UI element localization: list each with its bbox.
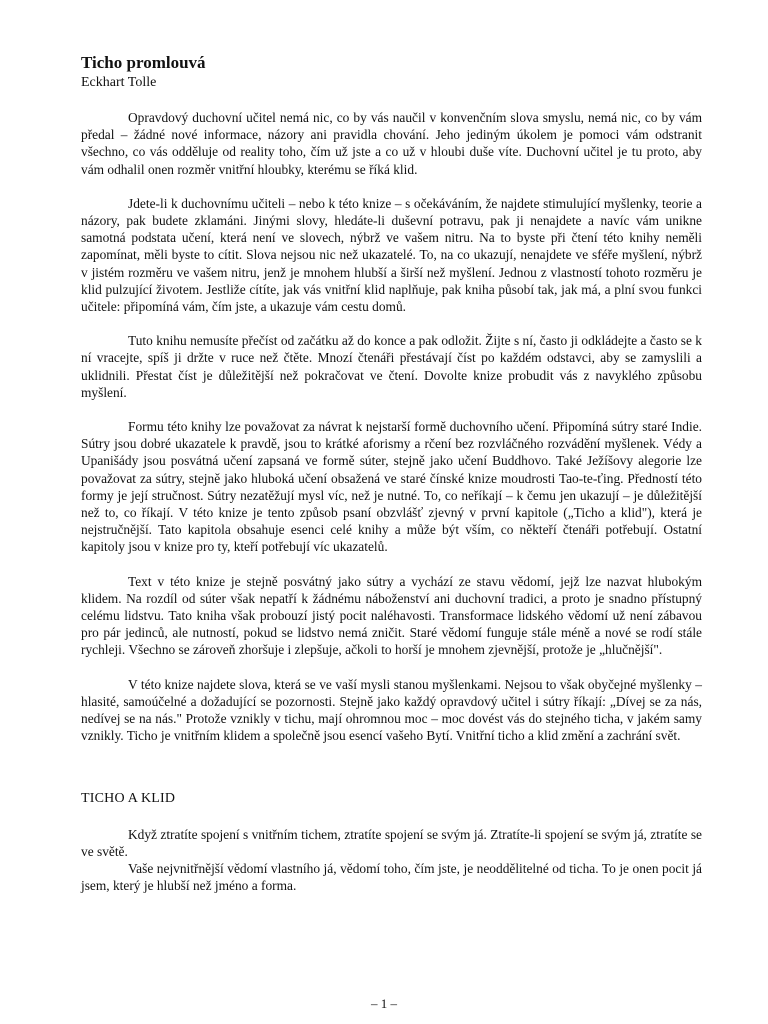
document-author: Eckhart Tolle (81, 75, 157, 90)
paragraph: Tuto knihu nemusíte přečíst od začátku až do konce a pak odložit. Žijte s ní, často ji odkládejte a často se k ní vracejte, spíš ji držte v ruce než čtěte. Mnozí čtenáři přestávají číst po každém odstavci, aby se zamyslili a uklidnili. Přestat číst je důležitější než pokračovat ve čtení. Dovolte knize probudit vás z navyklého způsobu myšlení. (81, 333, 702, 400)
paragraph: Text v této knize je stejně posvátný jako sútry a vychází ze stavu vědomí, jejž lze nazvat hlubokým klidem. Na rozdíl od súter však nepatří k žádnému náboženství ani duchovní tradici, a proto je snadno přístupný celému lidstvu. Tato kniha však probouzí jistý pocit naléhavosti. Transformace lidského vědomí už není zábavou pro pár jedinců, ale nutností, pokud se lidstvo nemá zničit. Staré vědomí funguje stále méně a nové se rodí stále rychleji. Všechno se zároveň zhoršuje i zlepšuje, ačkoli to horší je mnohem zjevnější, protože je „hlučnější". (81, 573, 702, 658)
paragraph: Formu této knihy lze považovat za návrat k nejstarší formě duchovního učení. Připomíná sútry staré Indie. Sútry jsou dobré ukazatele k pravdě, jsou to krátké aforismy a rčení bez rozvláčného rozvádění myšlenek. Védy a Upanišády jsou posvátná učení zapsaná ve formě súter, stejně jako učení Buddhovo. Také Ježíšovy alegorie lze považovat za sútry, stejně jako hluboká učení obsažená ve staré čínské knize moudrosti Tao-te-ťing. Předností této formy je její stručnost. Sútry nezatěžují mysl víc, než je nutné. To, co neříkají – k čemu jen ukazují – je důležitější než to, co říkají. V této knize je tento způsob psaní obzvlášť zjevný v první kapitole („Ticho a klid"), která je nejstručnější. Tato kapitola obsahuje esenci celé knihy a může být vším, co někteří čtenáři potřebují. Ostatní kapitoly jsou v knize pro ty, kteří potřebují víc ukazatelů. (81, 419, 702, 555)
section-paragraph: Když ztratíte spojení s vnitřním tichem, ztratíte spojení se svým já. Ztratíte-li spojení se svým já, ztratíte se ve světě. (81, 826, 702, 859)
document-title: Ticho promlouvá (81, 53, 206, 72)
page-number: – 1 – (371, 996, 397, 1011)
paragraph: Opravdový duchovní učitel nemá nic, co by vás naučil v konvenčním slova smyslu, nemá nic, co by vám předal – žádné nové informace, názory ani pravidla chování. Jeho jediným úkolem je pomoci vám odstranit všechno, co vás odděluje od reality toho, čím už jste a co už v hloubi duše víte. Duchovní učitel je tu proto, aby vám odhalil onen rozměr vnitřní hloubky, kterému se říká klid. (81, 110, 702, 177)
section-heading: TICHO A KLID (81, 790, 176, 806)
section-paragraph: Vaše nejvnitřnější vědomí vlastního já, vědomí toho, čím jste, je neoddělitelné od ticha. To je onen pocit já jsem, který je hlubší než jméno a forma. (81, 860, 702, 894)
paragraph: V této knize najdete slova, která se ve vaší mysli stanou myšlenkami. Nejsou to však obyčejné myšlenky – hlasité, samoúčelné a dožadující se pozornosti. Stejně jako každý opravdový učitel i sútry říkají: „Dívej se za nás, nedívej se na nás." Protože vznikly v tichu, mají ohromnou moc – moc dovést vás do stejného ticha, v jakém samy vznikly. Ticho je vnitřním klidem a společně jsou esencí vašeho Bytí. Vnitřní ticho a klid změní a zachrání svět. (81, 676, 702, 744)
document-page (81, 52, 702, 894)
paragraph: Jdete-li k duchovnímu učiteli – nebo k této knize – s očekáváním, že najdete stimulující myšlenky, teorie a názory, pak budete zklamáni. Jinými slovy, hledáte-li duševní potravu, pak ji nenajdete a navíc vám unikne samotná podstata učení, která není ve slovech, nýbrž ve vašem nitru. Na to byste při čtení této knihy neměli zapomínat, měli byste to cítit. Slova nejsou nic než ukazatelé. To, na co ukazují, nenajdete ve sféře myšlení, nýbrž v jistém rozměru ve vašem nitru, jenž je mnohem hlubší a širší než myšlení. Jednou z vlastností tohoto rozměru je klid pulzující životem. Jestliže cítíte, jak vás vnitřní klid naplňuje, pak kniha působí tak, jak má, a plní svou funkci učitele: připomíná vám, čím jste, a ukazuje vám cestu domů. (81, 195, 702, 315)
